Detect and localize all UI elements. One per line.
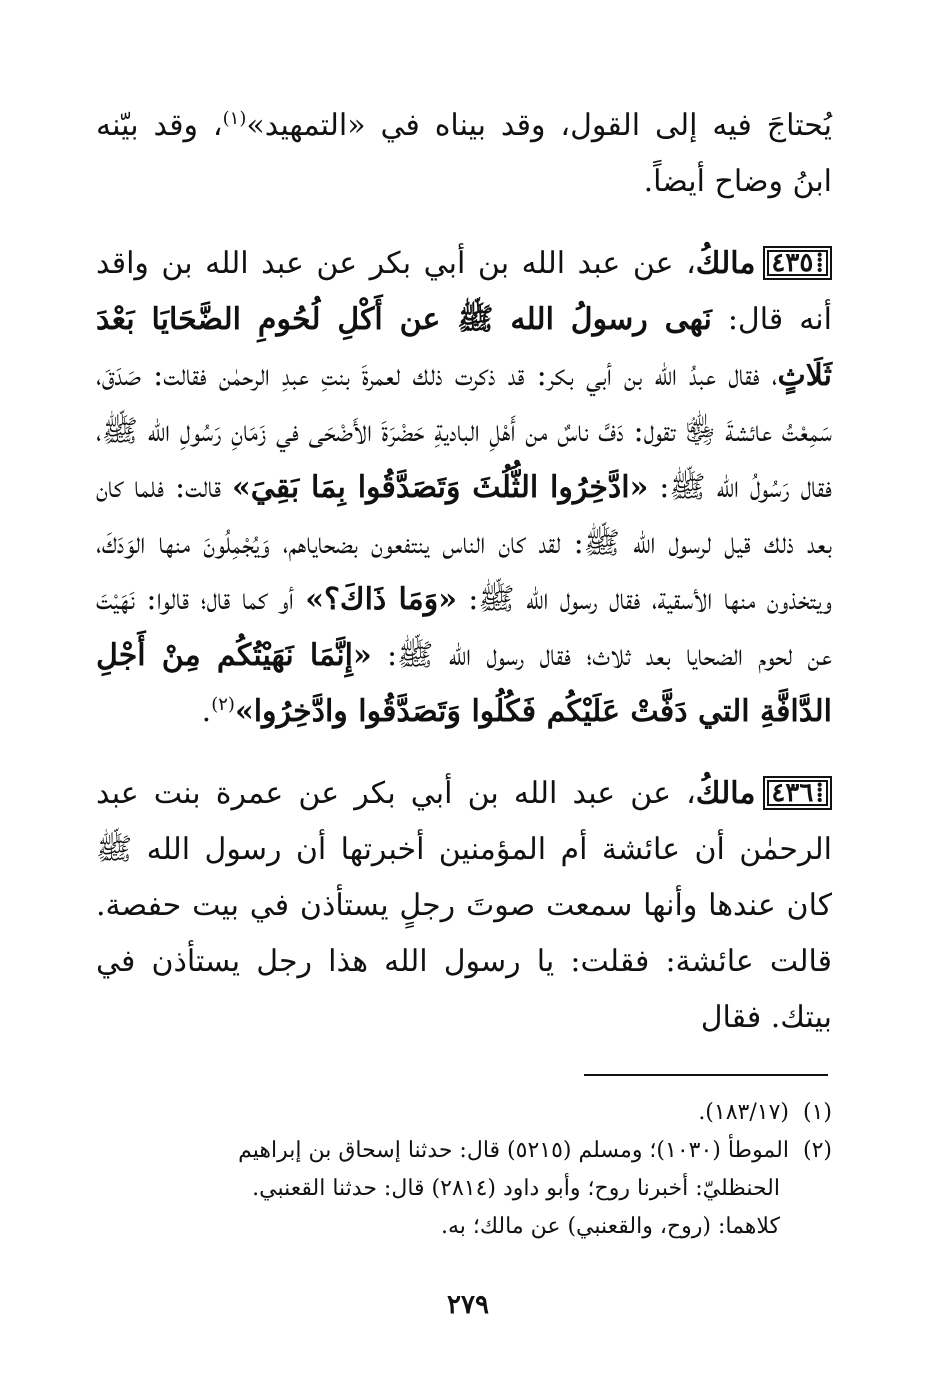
footnote-2-continuation: الحنظليّ: أخبرنا روح؛ وأبو داود (٢٨١٤) قال: حدثنا القعنبي.: [252, 1176, 780, 1201]
footnote-ref-2[interactable]: (٢): [211, 694, 235, 715]
footnote-number: (١): [802, 1100, 832, 1125]
prophetic-saying: نَهى رسولُ الله ﷺ عن أَكْلِ لُحُومِ الضَّحَايَا بَعْدَ ثَلَاثٍ: [96, 302, 832, 393]
opening-text-b: ، وقد بيّنه ابنُ وضاح أيضاً.: [96, 108, 832, 199]
opening-text-a: يُحتاجَ فيه إلى القول، وقد بيناه في «التمهيد»: [246, 108, 832, 143]
hadith-text: ، عن عبد الله بن أبي بكر عن عمرة بنت عبد الرحمٰن أن عائشة أم المؤمنين أخبرتها أن رسول الله ﷺ كان عندها وأنها سمعت صوتَ رجلٍ يستأذن في بيت حفصة. قالت عائشة: فقلت: يا رسول الله هذا رجل يستأذن في بيتك. فقال: [96, 776, 832, 1035]
footnote-ref-1[interactable]: (١): [222, 108, 247, 129]
narrator-name: مالكُ: [695, 776, 756, 811]
footnote-text: (١٨٣/١٧).: [698, 1100, 789, 1125]
footnote-number: (٢): [802, 1138, 832, 1163]
hadith-text: قالت: فلما كان بعد ذلك قيل لرسول الله ﷺ: لقد كان الناس ينتفعون بضحاياهم، وَيُجْمِلُونَ منها الوَدَكَ، ويتخذون منها الأسقية، فقال رسول الله ﷺ:: [96, 470, 832, 617]
hadith-text: .: [201, 694, 212, 729]
prophetic-saying: «ادَّخِرُوا الثُّلُثَ وَتَصَدَّقُوا بِمَا بَقِيَ»: [231, 470, 649, 505]
prophetic-saying: «إِنَّمَا نَهَيْتُكُم مِنْ أَجْلِ الدَّافَّةِ التي دَفَّتْ عَلَيْكُم فَكُلُوا وَتَصَدَّقُوا وادَّخِرُوا»: [96, 638, 832, 729]
footnote-2: [96, 1132, 832, 1170]
footnote-text: الموطأ (١٠٣٠)؛ ومسلم (٥٢١٥) قال: حدثنا إسحاق بن إبراهيم: [238, 1138, 789, 1163]
page-number: ٢٧٩: [447, 1290, 489, 1320]
prophetic-saying: «وَمَا ذَاكَ؟»: [305, 582, 457, 617]
opening-paragraph: [96, 98, 832, 210]
footnote-2-continuation: كلاهما: (روح، والقعنبي) عن مالك؛ به.: [440, 1214, 780, 1239]
main-text: [96, 98, 832, 1046]
hadith-text: ، فقال عبدُ الله بن أبي بكر: قد ذكرت ذلك لعمرةَ بنتِ عبدِ الرحمٰن فقالت: صَدَقَ، سَمِعْتُ عائشةَ ﵂ تقول: دَفَّ ناسٌ من أَهْلِ الباديةِ حَضْرَةَ الأَضْحَى في زَمَانِ رَسُولِ الله ﷺ، فقال رَسُولُ الله ﷺ:: [96, 358, 832, 505]
footnote-1: [96, 1094, 832, 1132]
hadith-number-badge: ⁞ ٤٣٦: [763, 776, 832, 810]
hadith-text: أو كما قال؛ قالوا: نَهَيْتَ عن لحوم الضحايا بعد ثلاث؛ فقال رسول الله ﷺ:: [96, 582, 832, 673]
narrator-name: مالكُ: [695, 246, 756, 281]
hadith-number-badge: ⁞ ٤٣٥: [763, 246, 832, 280]
footnote-separator: [584, 1074, 828, 1076]
hadith-435: [96, 236, 832, 740]
footnotes: [96, 1094, 832, 1246]
hadith-436: [96, 766, 832, 1046]
hadith-text: ، عن عبد الله بن أبي بكر عن عبد الله بن واقد أنه قال:: [96, 246, 832, 337]
